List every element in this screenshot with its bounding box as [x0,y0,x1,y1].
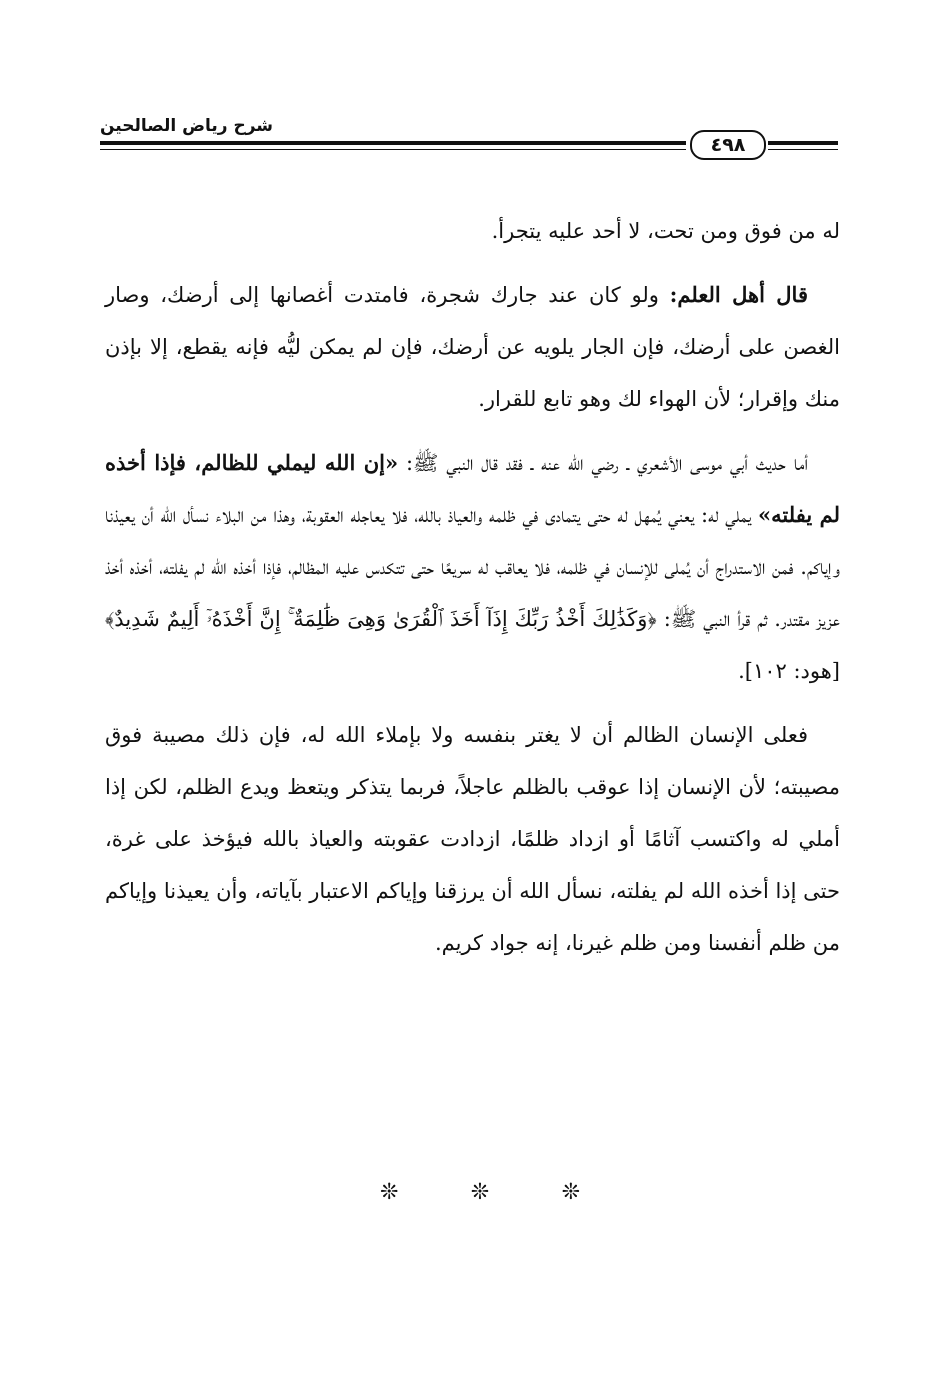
page-header [100,112,838,160]
paragraph-lead: قال أهل العلم: [669,282,808,307]
paragraph-text: يملي له: يعني يُمهل له حتى يتمادى في ظلمه والعياذ بالله، فلا يعاجله العقوبة، وهذا من البلاء نسأل الله أن يعيذنا وإياكم. فمن الاستدراج أن يُملى للإنسان في ظلمه، فلا يعاقب له سريعًا حتى تتكدس عليه المظالم، فإذا أخذه الله لم يفلته، أخذه أخذ عزيز مقتدر. ثم قرأ النبي ﷺ: [105,503,840,631]
book-title: شرح رياض الصالحين [100,116,274,136]
paragraph-4 [105,709,840,969]
header-rule-thick [100,141,686,145]
paragraph-3 [105,437,840,697]
paragraph-2 [105,269,840,425]
asterism-icon: ❊ [561,1180,580,1205]
hadith-quote: «إن الله ليملي للظالم، فإذا أخذه لم يفلته» [105,450,841,527]
header-rule-thin [100,149,686,150]
asterism-icon: ❊ [380,1180,399,1205]
paragraph-text: ولو كان عند جارك شجرة، فامتدت أغصانها إلى أرضك، وصار الغصن على أرضك، فإن الجار يلويه عن أرضك، فإن لم يمكن ليُّه فإنه يقطع، إلا بإذن منك وإقرار؛ لأن الهواء لك وهو تابع للقرار. [105,283,840,411]
page-number: ٤٩٨ [690,130,766,160]
section-separator [380,1180,580,1205]
page-body [105,205,840,981]
paragraph-1 [105,205,840,257]
paragraph-text: له من فوق ومن تحت، لا أحد عليه يتجرأ. [491,219,840,243]
asterism-icon: ❊ [470,1180,490,1205]
header-rule-thick-right [768,141,838,145]
header-rule-thin-right [768,149,838,150]
verse-reference: [هود: ١٠٢]. [738,659,840,683]
quran-verse: ﴿وَكَذَٰلِكَ أَخْذُ رَبِّكَ إِذَآ أَخَذَ ٱلْقُرَىٰ وَهِىَ ظَٰلِمَةٌ ۚ إِنَّ أَخْذَهُۥٓ أَلِيمٌ شَدِيدٌ﴾ [105,607,657,631]
paragraph-text: أما حديث أبي موسى الأشعري ـ رضي الله عنه ـ فقد قال النبي ﷺ: [398,451,808,475]
paragraph-text: فعلى الإنسان الظالم أن لا يغتر بنفسه ولا بإملاء الله له، فإن ذلك مصيبة فوق مصيبته؛ لأن الإنسان إذا عوقب بالظلم عاجلاً، فربما يتذكر ويتعظ ويدع الظلم، لكن إذا أملي له واكتسب آثامًا أو ازداد ظلمًا، ازدادت عقوبته والعياذ بالله فيؤخذ على غرة، حتى إذا أخذه الله لم يفلته، نسأل الله أن يرزقنا وإياكم الاعتبار بآياته، وأن يعيذنا وإياكم من ظلم أنفسنا ومن ظلم غيرنا، إنه جواد كريم. [105,723,840,955]
